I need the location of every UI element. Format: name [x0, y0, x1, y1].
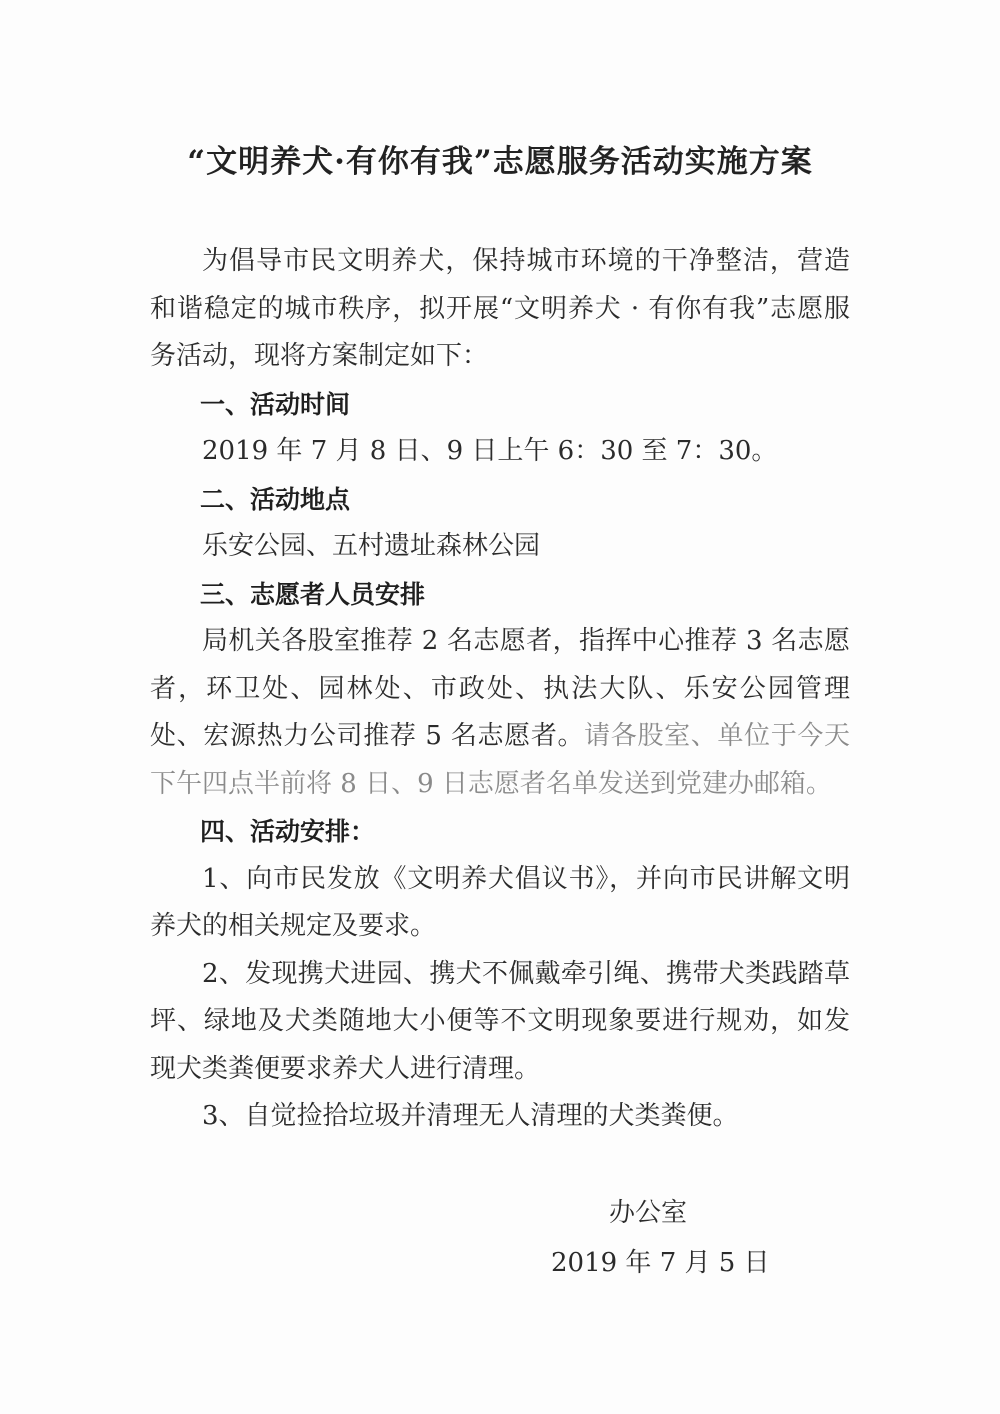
document-title: “文明养犬·有你有我”志愿服务活动实施方案: [187, 144, 813, 180]
section-text-location: 乐安公园、五村遗址森林公园: [202, 531, 541, 561]
volunteers-allocation-text: 局机关各股室推荐 2 名志愿者，指挥中心推荐 3 名志愿者，环卫处、园林处、市政处、执法大队、乐安公园管理处、宏源热力公司推荐 5 名志愿者。: [150, 626, 850, 751]
section-heading-volunteers: 三、志愿者人员安排: [200, 579, 426, 609]
section-text-volunteers: [150, 618, 850, 808]
section-heading-arrangement: 四、活动安排：: [200, 817, 376, 846]
arrangement-item-2: 2、发现携犬进园、携犬不佩戴牵引绳、携带犬类践踏草坪、绿地及犬类随地大小便等不文明现象要进行规劝，如发现犬类粪便要求养犬人进行清理。: [150, 958, 850, 1084]
signature-office: 办公室: [609, 1198, 688, 1228]
intro-paragraph: 为倡导市民文明养犬，保持城市环境的干净整洁，营造和谐稳定的城市秩序，拟开展“文明养犬 · 有你有我”志愿服务活动，现将方案制定如下：: [150, 246, 850, 371]
volunteers-submission-text: 请各股室、单位于今天下午四点半前将 8 日、9 日志愿者名单发送到党建办邮箱。: [150, 721, 850, 799]
section-heading-time: 一、活动时间: [200, 389, 351, 419]
section-text-time: 2019 年 7 月 8 日、9 日上午 6：30 至 7：30。: [202, 436, 778, 466]
arrangement-item-1: 1、向市民发放《文明养犬倡议书》，并向市民讲解文明养犬的相关规定及要求。: [150, 863, 850, 941]
section-heading-location: 二、活动地点: [200, 484, 351, 514]
arrangement-item-3: 3、自觉捡拾垃圾并清理无人清理的犬类粪便。: [202, 1101, 739, 1131]
signature-date: 2019 年 7 月 5 日: [551, 1248, 770, 1278]
document-body: [150, 238, 850, 1141]
